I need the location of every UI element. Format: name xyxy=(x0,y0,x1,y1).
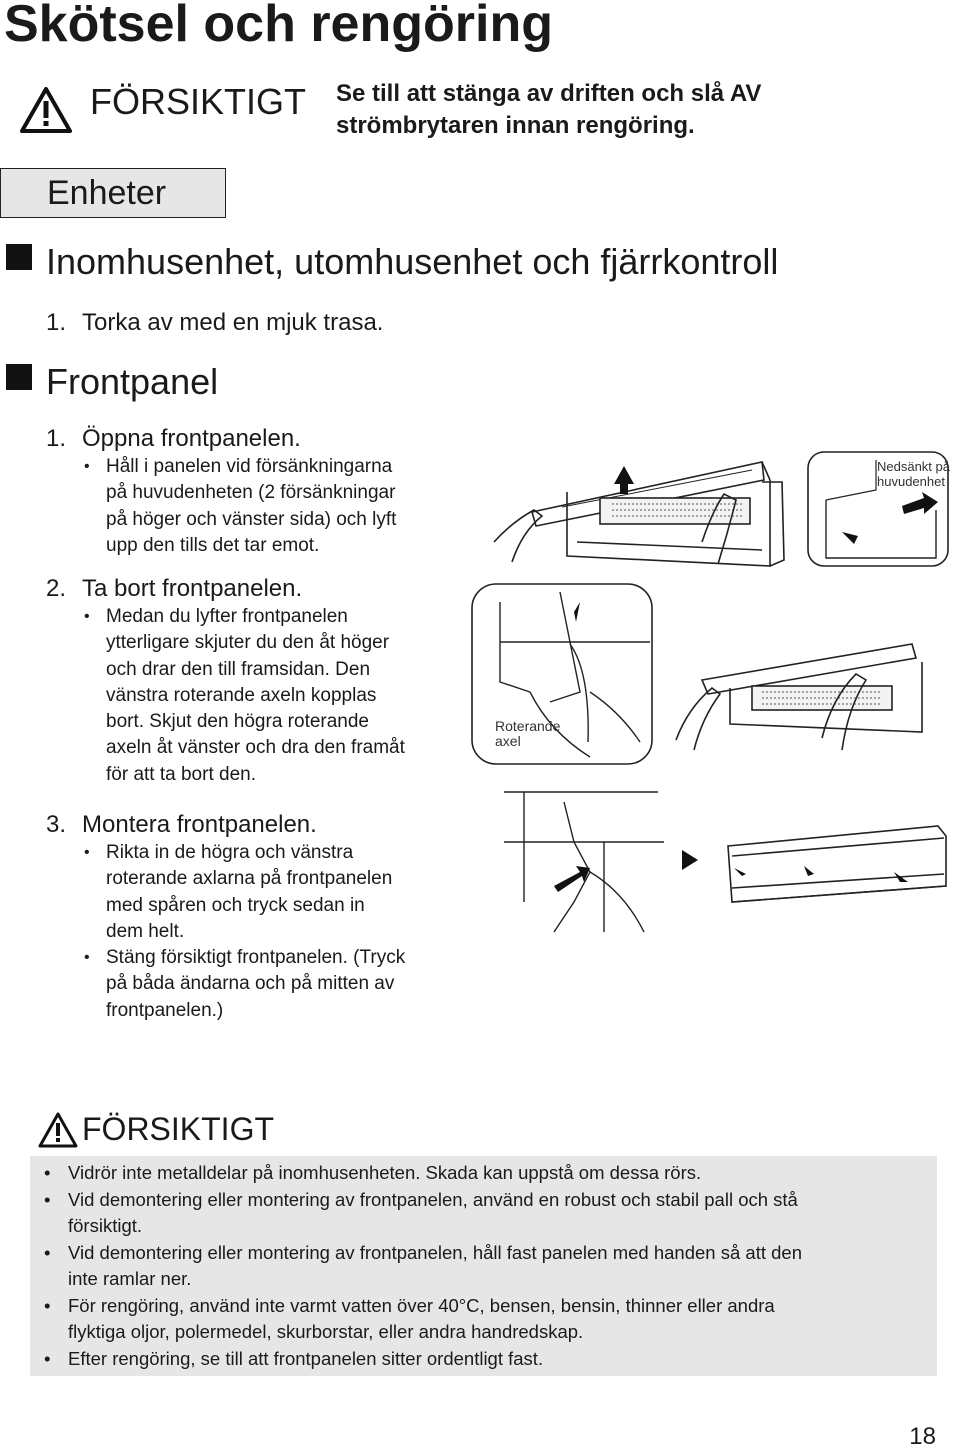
caution-item: • För rengöring, använd inte varmt vatten över 40°C, bensen, bensin, thinner eller andra flyktiga oljor, polermedel, skurborstar, eller andra handredskap. xyxy=(30,1293,937,1346)
frontpanel-step-1: 1. Öppna frontpanelen. • Håll i panelen vid försänkningarna på huvudenheten (2 försänkningar på höger och vänster sida) och lyft upp den tills det tar emot. xyxy=(46,424,466,559)
caution-bottom-list xyxy=(30,1156,937,1372)
bullet-item: • Håll i panelen vid försänkningarna på huvudenheten (2 försänkningar på höger och vänster sida) och lyft upp den tills det tar emot. xyxy=(80,454,466,559)
caution-word: FÖRSIKTIGT xyxy=(90,81,306,122)
section-label-enheter: Enheter xyxy=(0,168,226,218)
caution-item: • Efter rengöring, se till att frontpanelen sitter ordentligt fast. xyxy=(30,1346,937,1373)
page-number: 18 xyxy=(909,1423,936,1450)
units-step-1: 1. Torka av med en mjuk trasa. xyxy=(46,309,384,336)
bullet-item: • Stäng försiktigt frontpanelen. (Tryck på båda ändarna och på mitten av frontpanelen.) xyxy=(80,945,466,1024)
step-3-bullets xyxy=(80,840,466,1024)
frontpanel-step-2: 2. Ta bort frontpanelen. • Medan du lyfter frontpanelen ytterligare skjuter du den åt höger och drar den till framsidan. Den vänstra roterande axeln kopplas bort. Skjut den högra roterande axeln åt vänster och dra den framåt för att ta bort den. xyxy=(46,574,466,788)
step-2-bullets xyxy=(80,604,466,788)
frontpanel-heading: Frontpanel xyxy=(6,360,218,404)
warning-triangle-icon xyxy=(38,1112,78,1148)
figure-closed-unit xyxy=(718,816,954,916)
arrow-right-icon xyxy=(680,848,700,872)
units-heading: Inomhusenhet, utomhusenhet och fjärrkontroll xyxy=(6,240,778,284)
square-bullet-icon xyxy=(6,364,32,390)
caution-item: • Vid demontering eller montering av frontpanelen, håll fast panelen med handen så att den inte ramlar ner. xyxy=(30,1240,937,1293)
page-title: Skötsel och rengöring xyxy=(4,0,553,53)
figure-remove-panel xyxy=(672,628,932,758)
recess-label: Nedsänkt på huvudenhet xyxy=(877,459,950,489)
caution-item: • Vidrör inte metalldelar på inomhusenheten. Skada kan uppstå om dessa rörs. xyxy=(30,1160,937,1187)
bullet-item: • Rikta in de högra och vänstra roterande axlarna på frontpanelen med spåren och tryck sedan in dem helt. xyxy=(80,840,466,945)
caution-bottom-word: FÖRSIKTIGT xyxy=(82,1111,274,1147)
arrow-push-icon xyxy=(554,866,590,892)
figure-mount-detail xyxy=(494,782,668,938)
warning-triangle-icon xyxy=(20,86,72,134)
step-1-bullets xyxy=(80,454,466,559)
caution-text: Se till att stänga av driften och slå AV strömbrytaren innan rengöring. xyxy=(336,80,762,139)
caution-top xyxy=(18,80,898,140)
square-bullet-icon xyxy=(6,244,32,270)
caution-bottom-box xyxy=(30,1156,937,1376)
shaft-label: Roterande axel xyxy=(495,718,561,749)
bullet-item: • Medan du lyfter frontpanelen ytterligare skjuter du den åt höger och drar den till framsidan. Den vänstra roterande axeln kopplas bort. Skjut den högra roterande axeln åt vänster och dra den framåt för att ta bort den. xyxy=(80,604,466,788)
caution-item: • Vid demontering eller montering av frontpanelen, använd en robust och stabil pall och stå försiktigt. xyxy=(30,1187,937,1240)
frontpanel-step-3: 3. Montera frontpanelen. • Rikta in de högra och vänstra roterande axlarna på frontpanelen med spåren och tryck sedan in dem helt. • Stäng försiktigt frontpanelen. (Tryck på båda ändarna och på mitten av frontpanelen.) xyxy=(46,810,466,1024)
